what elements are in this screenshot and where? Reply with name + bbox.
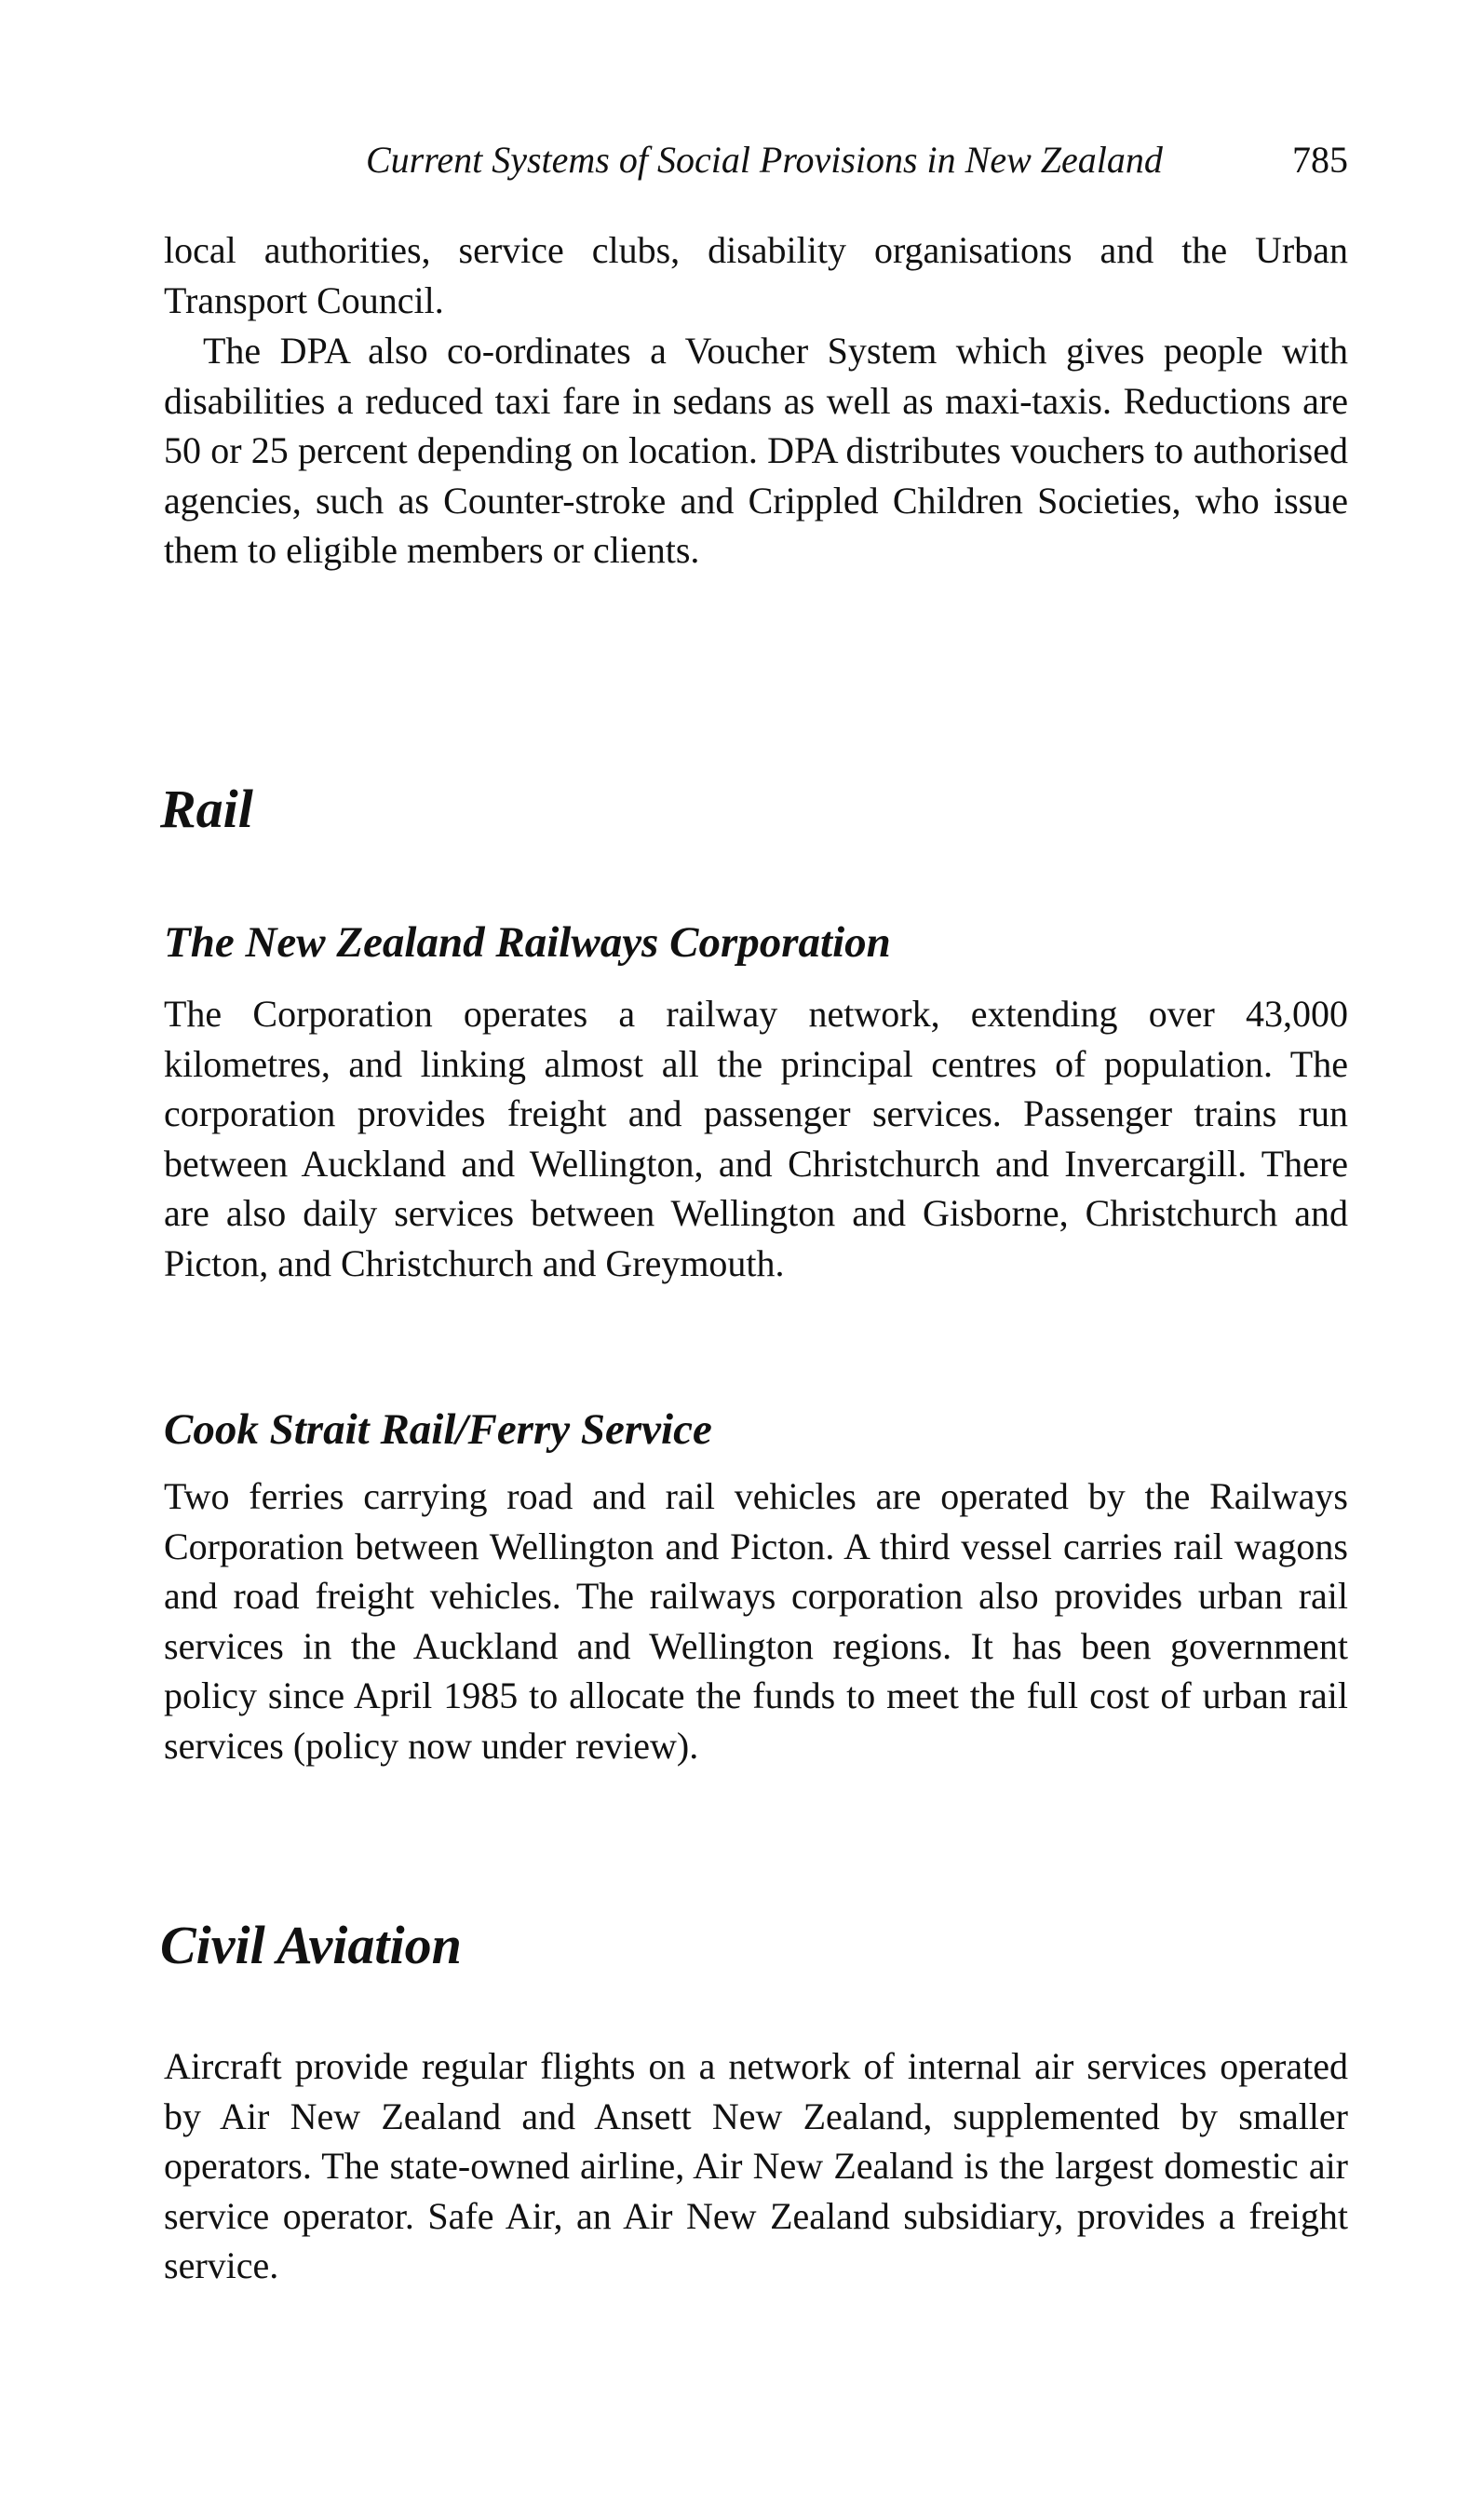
paragraph-civil-aviation: Aircraft provide regular flights on a network of internal air services operated by Air New Zealand and Ansett New Zealand, supplemented by smaller operators. The state-owned airline, Air New Zealand is the largest domestic air service operator. Safe Air, an Air New Zealand subsidiary, provides a freight service. xyxy=(164,2045,1348,2286)
running-header xyxy=(366,138,1348,194)
section-heading-rail: Rail xyxy=(160,779,253,839)
running-title: Current Systems of Social Provisions in New Zealand xyxy=(366,139,1163,181)
subheading-cook-strait: Cook Strait Rail/Ferry Service xyxy=(164,1405,712,1454)
subheading-railways-corporation: The New Zealand Railways Corporation xyxy=(164,918,891,967)
paragraph-voucher-system: The DPA also co-ordinates a Voucher System which gives people with disabilities a reduced taxi fare in sedans as well as maxi-taxis. Reductions are 50 or 25 percent depending on location. DPA distributes vouchers to authorised agencies, such as Counter-stroke and Crippled Children Societies, who issue them to eligible members or clients. xyxy=(164,330,1348,571)
page-number: 785 xyxy=(1292,139,1348,181)
section-heading-civil-aviation: Civil Aviation xyxy=(160,1915,462,1975)
paragraph-railways-corporation: The Corporation operates a railway network, extending over 43,000 kilometres, and linking almost all the principal centres of population. The corporation provides freight and passenger services. Passenger trains run between Auckland and Wellington, and Christchurch and Invercargill. There are also daily services between Wellington and Gisborne, Christchurch and Picton, and Christchurch and Greymouth. xyxy=(164,993,1348,1284)
paragraph-cook-strait: Two ferries carrying road and rail vehicles are operated by the Railways Corporation between Wellington and Picton. A third vessel carries rail wagons and road freight vehicles. The railways corporation also provides urban rail services in the Auckland and Wellington regions. It has been government policy since April 1985 to allocate the funds to meet the full cost of urban rail services (policy now under review). xyxy=(164,1475,1348,1767)
paragraph-dpa-partners: local authorities, service clubs, disability organisations and the Urban Transport Council. xyxy=(164,229,1348,321)
